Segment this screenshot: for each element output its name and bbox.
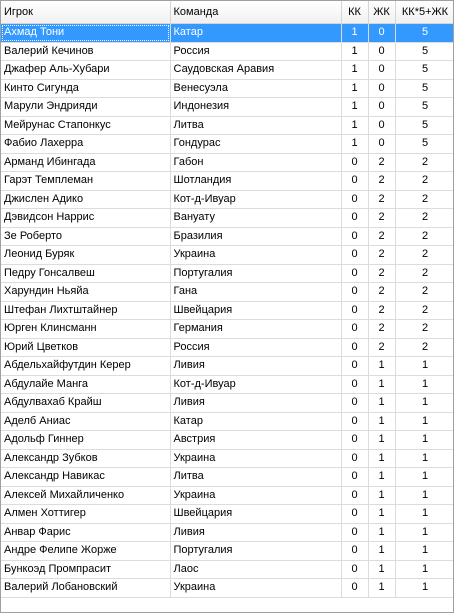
cell-points[interactable]: 1 xyxy=(395,486,454,505)
table-row[interactable] xyxy=(1,42,454,61)
cell-red-cards[interactable]: 0 xyxy=(341,301,368,320)
cell-player[interactable]: Алмен Хоттигер xyxy=(1,505,170,524)
cell-player[interactable]: Анвар Фарис xyxy=(1,523,170,542)
column-header-points[interactable]: КК*5+ЖК xyxy=(395,1,454,24)
cell-points[interactable]: 5 xyxy=(395,116,454,135)
cell-points[interactable]: 1 xyxy=(395,357,454,376)
cell-points[interactable]: 5 xyxy=(395,135,454,154)
cell-red-cards[interactable]: 1 xyxy=(341,116,368,135)
cell-points[interactable]: 1 xyxy=(395,523,454,542)
cell-team[interactable]: Украина xyxy=(170,449,341,468)
cell-team[interactable]: Габон xyxy=(170,153,341,172)
cell-points[interactable]: 2 xyxy=(395,320,454,339)
cell-points[interactable]: 1 xyxy=(395,542,454,561)
cell-yellow-cards[interactable]: 0 xyxy=(368,135,395,154)
cell-points[interactable]: 2 xyxy=(395,264,454,283)
table-row[interactable] xyxy=(1,227,454,246)
cell-red-cards[interactable]: 1 xyxy=(341,98,368,117)
cell-red-cards[interactable]: 0 xyxy=(341,190,368,209)
cell-red-cards[interactable]: 0 xyxy=(341,338,368,357)
table-row[interactable] xyxy=(1,98,454,117)
cell-points[interactable]: 1 xyxy=(395,560,454,579)
cell-team[interactable]: Кот-д-Ивуар xyxy=(170,190,341,209)
cell-team[interactable]: Гондурас xyxy=(170,135,341,154)
cell-player[interactable]: Александр Зубков xyxy=(1,449,170,468)
cell-yellow-cards[interactable]: 2 xyxy=(368,227,395,246)
cell-yellow-cards[interactable]: 2 xyxy=(368,172,395,191)
cell-red-cards[interactable]: 0 xyxy=(341,246,368,265)
cell-player[interactable]: Валерий Кечинов xyxy=(1,42,170,61)
cell-player[interactable]: Валерий Лобановский xyxy=(1,579,170,598)
cell-team[interactable]: Германия xyxy=(170,320,341,339)
cell-points[interactable]: 2 xyxy=(395,153,454,172)
cell-red-cards[interactable]: 0 xyxy=(341,375,368,394)
table-row[interactable] xyxy=(1,24,454,43)
cell-player[interactable]: Аделб Аниас xyxy=(1,412,170,431)
cell-yellow-cards[interactable]: 1 xyxy=(368,431,395,450)
cell-red-cards[interactable]: 0 xyxy=(341,523,368,542)
table-row[interactable] xyxy=(1,338,454,357)
cell-player[interactable]: Леонид Буряк xyxy=(1,246,170,265)
table-row[interactable] xyxy=(1,412,454,431)
cell-player[interactable]: Абдулвахаб Крайш xyxy=(1,394,170,413)
cell-points[interactable]: 2 xyxy=(395,338,454,357)
cell-team[interactable]: Украина xyxy=(170,579,341,598)
cell-player[interactable]: Абдельхайфутдин Керер xyxy=(1,357,170,376)
cell-red-cards[interactable]: 0 xyxy=(341,264,368,283)
cell-red-cards[interactable]: 0 xyxy=(341,394,368,413)
cell-yellow-cards[interactable]: 0 xyxy=(368,61,395,80)
column-header-team[interactable]: Команда xyxy=(170,1,341,24)
cell-team[interactable]: Индонезия xyxy=(170,98,341,117)
table-row[interactable] xyxy=(1,431,454,450)
cell-yellow-cards[interactable]: 1 xyxy=(368,449,395,468)
cell-red-cards[interactable]: 0 xyxy=(341,505,368,524)
cell-yellow-cards[interactable]: 1 xyxy=(368,357,395,376)
cell-yellow-cards[interactable]: 2 xyxy=(368,301,395,320)
cell-team[interactable]: Ливия xyxy=(170,357,341,376)
cell-points[interactable]: 2 xyxy=(395,246,454,265)
cell-team[interactable]: Гана xyxy=(170,283,341,302)
cell-yellow-cards[interactable]: 1 xyxy=(368,468,395,487)
cell-player[interactable]: Джислен Адико xyxy=(1,190,170,209)
cell-yellow-cards[interactable]: 2 xyxy=(368,320,395,339)
cell-player[interactable]: Марули Эндрияди xyxy=(1,98,170,117)
cell-team[interactable]: Вануату xyxy=(170,209,341,228)
cell-team[interactable]: Португалия xyxy=(170,264,341,283)
cell-red-cards[interactable]: 0 xyxy=(341,227,368,246)
cell-points[interactable]: 2 xyxy=(395,227,454,246)
cell-points[interactable]: 1 xyxy=(395,394,454,413)
cell-team[interactable]: Литва xyxy=(170,116,341,135)
cell-points[interactable]: 1 xyxy=(395,505,454,524)
cell-yellow-cards[interactable]: 1 xyxy=(368,394,395,413)
cell-player[interactable]: Фабио Лахерра xyxy=(1,135,170,154)
cell-red-cards[interactable]: 1 xyxy=(341,79,368,98)
cell-red-cards[interactable]: 0 xyxy=(341,172,368,191)
cell-team[interactable]: Катар xyxy=(170,24,341,43)
cell-team[interactable]: Саудовская Аравия xyxy=(170,61,341,80)
cell-yellow-cards[interactable]: 0 xyxy=(368,42,395,61)
cell-yellow-cards[interactable]: 2 xyxy=(368,338,395,357)
cell-red-cards[interactable]: 1 xyxy=(341,24,368,43)
cell-player[interactable]: Арманд Ибингада xyxy=(1,153,170,172)
cell-yellow-cards[interactable]: 0 xyxy=(368,79,395,98)
cell-team[interactable]: Россия xyxy=(170,338,341,357)
cell-team[interactable]: Швейцария xyxy=(170,505,341,524)
cell-team[interactable]: Украина xyxy=(170,486,341,505)
cell-yellow-cards[interactable]: 1 xyxy=(368,412,395,431)
cell-player[interactable]: Мейрунас Стапонкус xyxy=(1,116,170,135)
cell-points[interactable]: 2 xyxy=(395,190,454,209)
column-header-red-cards[interactable]: КК xyxy=(341,1,368,24)
cell-red-cards[interactable]: 1 xyxy=(341,135,368,154)
table-row[interactable] xyxy=(1,320,454,339)
table-row[interactable] xyxy=(1,542,454,561)
table-row[interactable] xyxy=(1,301,454,320)
cell-yellow-cards[interactable]: 1 xyxy=(368,375,395,394)
cell-yellow-cards[interactable]: 2 xyxy=(368,283,395,302)
table-row[interactable] xyxy=(1,486,454,505)
cell-team[interactable]: Шотландия xyxy=(170,172,341,191)
cell-team[interactable]: Ливия xyxy=(170,523,341,542)
cell-yellow-cards[interactable]: 0 xyxy=(368,116,395,135)
cell-player[interactable]: Кинто Сигунда xyxy=(1,79,170,98)
cell-yellow-cards[interactable]: 2 xyxy=(368,246,395,265)
cell-yellow-cards[interactable]: 1 xyxy=(368,523,395,542)
table-row[interactable] xyxy=(1,579,454,598)
cell-points[interactable]: 1 xyxy=(395,579,454,598)
cell-points[interactable]: 2 xyxy=(395,172,454,191)
cell-red-cards[interactable]: 0 xyxy=(341,486,368,505)
table-row[interactable] xyxy=(1,172,454,191)
cell-player[interactable]: Андре Фелипе Жорже xyxy=(1,542,170,561)
cell-red-cards[interactable]: 0 xyxy=(341,468,368,487)
cell-team[interactable]: Украина xyxy=(170,246,341,265)
table-row[interactable] xyxy=(1,394,454,413)
cell-player[interactable]: Адольф Гиннер xyxy=(1,431,170,450)
cell-player[interactable]: Штефан Лихтштайнер xyxy=(1,301,170,320)
cell-player[interactable]: Джафер Аль-Хубари xyxy=(1,61,170,80)
cell-points[interactable]: 2 xyxy=(395,301,454,320)
cell-team[interactable]: Австрия xyxy=(170,431,341,450)
cell-red-cards[interactable]: 0 xyxy=(341,153,368,172)
table-row[interactable] xyxy=(1,505,454,524)
cell-points[interactable]: 5 xyxy=(395,79,454,98)
header-row xyxy=(1,1,454,24)
table-row[interactable] xyxy=(1,135,454,154)
cell-points[interactable]: 5 xyxy=(395,98,454,117)
table-row[interactable] xyxy=(1,116,454,135)
table-row[interactable] xyxy=(1,264,454,283)
cell-yellow-cards[interactable]: 2 xyxy=(368,153,395,172)
table-row[interactable] xyxy=(1,209,454,228)
cell-player[interactable]: Педру Гонсалвеш xyxy=(1,264,170,283)
cell-player[interactable]: Гарэт Темплеман xyxy=(1,172,170,191)
cell-yellow-cards[interactable]: 1 xyxy=(368,579,395,598)
cell-team[interactable]: Бразилия xyxy=(170,227,341,246)
table-row[interactable] xyxy=(1,246,454,265)
cell-team[interactable]: Португалия xyxy=(170,542,341,561)
cell-player[interactable]: Зе Роберто xyxy=(1,227,170,246)
cell-points[interactable]: 5 xyxy=(395,61,454,80)
table-row[interactable] xyxy=(1,61,454,80)
cell-points[interactable]: 5 xyxy=(395,24,454,43)
table-row[interactable] xyxy=(1,468,454,487)
cell-team[interactable]: Кот-д-Ивуар xyxy=(170,375,341,394)
cell-red-cards[interactable]: 0 xyxy=(341,209,368,228)
cell-red-cards[interactable]: 0 xyxy=(341,412,368,431)
cell-red-cards[interactable]: 0 xyxy=(341,542,368,561)
cell-red-cards[interactable]: 0 xyxy=(341,320,368,339)
cell-points[interactable]: 2 xyxy=(395,283,454,302)
cell-player[interactable]: Бункоэд Промпрасит xyxy=(1,560,170,579)
cell-player[interactable]: Абдулайе Манга xyxy=(1,375,170,394)
cell-yellow-cards[interactable]: 0 xyxy=(368,24,395,43)
table-row[interactable] xyxy=(1,190,454,209)
cell-yellow-cards[interactable]: 1 xyxy=(368,505,395,524)
table-row[interactable] xyxy=(1,560,454,579)
cell-red-cards[interactable]: 1 xyxy=(341,61,368,80)
table-row[interactable] xyxy=(1,79,454,98)
cell-points[interactable]: 1 xyxy=(395,449,454,468)
table-row[interactable] xyxy=(1,283,454,302)
cell-player[interactable]: Александр Навикас xyxy=(1,468,170,487)
cell-points[interactable]: 1 xyxy=(395,375,454,394)
table-row[interactable] xyxy=(1,153,454,172)
cell-yellow-cards[interactable]: 1 xyxy=(368,486,395,505)
cell-yellow-cards[interactable]: 2 xyxy=(368,264,395,283)
cell-team[interactable]: Швейцария xyxy=(170,301,341,320)
cell-red-cards[interactable]: 1 xyxy=(341,42,368,61)
cell-team[interactable]: Россия xyxy=(170,42,341,61)
cell-red-cards[interactable]: 0 xyxy=(341,431,368,450)
cell-team[interactable]: Ливия xyxy=(170,394,341,413)
cell-points[interactable]: 1 xyxy=(395,468,454,487)
cell-player[interactable]: Дэвидсон Наррис xyxy=(1,209,170,228)
cell-team[interactable]: Лаос xyxy=(170,560,341,579)
cell-red-cards[interactable]: 0 xyxy=(341,579,368,598)
cell-team[interactable]: Венесуэла xyxy=(170,79,341,98)
cell-points[interactable]: 5 xyxy=(395,42,454,61)
cell-team[interactable]: Литва xyxy=(170,468,341,487)
column-header-yellow-cards[interactable]: ЖК xyxy=(368,1,395,24)
cell-yellow-cards[interactable]: 2 xyxy=(368,190,395,209)
table-row[interactable] xyxy=(1,357,454,376)
table-row[interactable] xyxy=(1,523,454,542)
cell-red-cards[interactable]: 0 xyxy=(341,449,368,468)
cell-yellow-cards[interactable]: 0 xyxy=(368,98,395,117)
table-row[interactable] xyxy=(1,375,454,394)
cell-red-cards[interactable]: 0 xyxy=(341,283,368,302)
cell-player[interactable]: Ахмад Тони xyxy=(1,24,170,43)
cell-player[interactable]: Юрий Цветков xyxy=(1,338,170,357)
cell-yellow-cards[interactable]: 1 xyxy=(368,560,395,579)
cell-team[interactable]: Катар xyxy=(170,412,341,431)
cell-yellow-cards[interactable]: 1 xyxy=(368,542,395,561)
cell-points[interactable]: 1 xyxy=(395,431,454,450)
cell-red-cards[interactable]: 0 xyxy=(341,357,368,376)
cell-points[interactable]: 2 xyxy=(395,209,454,228)
table-row[interactable] xyxy=(1,449,454,468)
cell-red-cards[interactable]: 0 xyxy=(341,560,368,579)
cell-player[interactable]: Харундин Ньяйа xyxy=(1,283,170,302)
cell-player[interactable]: Алексей Михайличенко xyxy=(1,486,170,505)
cell-yellow-cards[interactable]: 2 xyxy=(368,209,395,228)
player-cards-table xyxy=(1,1,454,598)
column-header-player[interactable]: Игрок xyxy=(1,1,170,24)
cell-player[interactable]: Юрген Клинсманн xyxy=(1,320,170,339)
cell-points[interactable]: 1 xyxy=(395,412,454,431)
